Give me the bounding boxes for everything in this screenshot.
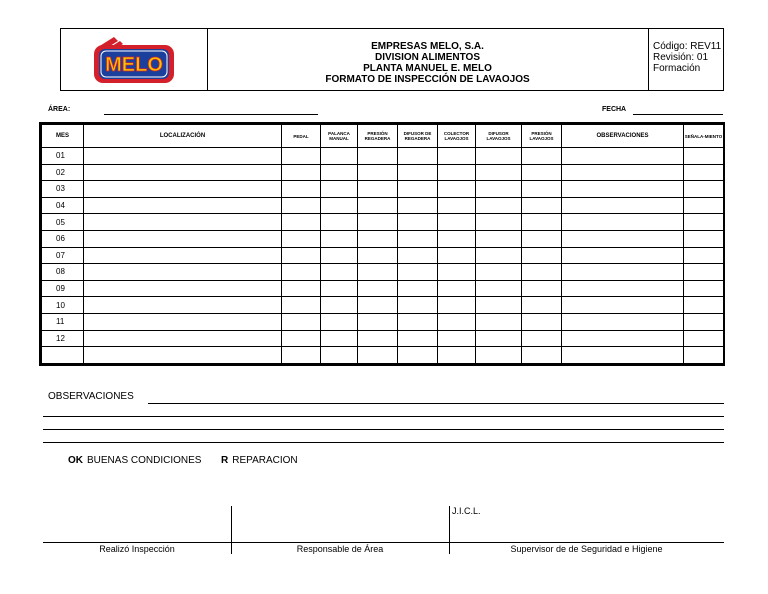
table-cell[interactable] — [358, 347, 398, 364]
month-cell[interactable]: 01 — [42, 148, 84, 165]
table-cell[interactable] — [84, 181, 282, 198]
signature-line[interactable] — [43, 542, 724, 543]
table-cell[interactable] — [522, 264, 562, 281]
table-row — [42, 297, 724, 314]
fecha-label: FECHA — [602, 106, 627, 113]
plant-name: PLANTA MANUEL E. MELO — [363, 63, 492, 74]
table-cell[interactable] — [321, 330, 358, 347]
table-cell[interactable] — [438, 347, 476, 364]
col-header: DIFUSOR LAVAOJOS — [476, 125, 522, 148]
table-cell[interactable] — [398, 330, 438, 347]
form-title: FORMATO DE INSPECCIÓN DE LAVAOJOS — [325, 74, 530, 85]
table-cell[interactable] — [398, 214, 438, 231]
month-cell[interactable]: 03 — [42, 181, 84, 198]
table-cell[interactable] — [438, 280, 476, 297]
table-cell[interactable] — [358, 264, 398, 281]
table-cell[interactable] — [438, 230, 476, 247]
table-cell[interactable] — [84, 330, 282, 347]
table-cell[interactable] — [522, 330, 562, 347]
table-cell[interactable] — [282, 214, 321, 231]
table-cell[interactable] — [522, 280, 562, 297]
table-cell[interactable] — [476, 280, 522, 297]
table-cell[interactable] — [358, 230, 398, 247]
table-cell[interactable] — [358, 164, 398, 181]
table-cell[interactable] — [84, 313, 282, 330]
month-cell[interactable]: 05 — [42, 214, 84, 231]
table-row — [42, 313, 724, 330]
doc-revision: Revisión: 01 — [653, 52, 709, 63]
table-cell[interactable] — [282, 313, 321, 330]
table-cell[interactable] — [358, 297, 398, 314]
doc-code: Código: REV11 — [653, 41, 722, 52]
table-cell[interactable] — [398, 164, 438, 181]
table-cell[interactable] — [438, 214, 476, 231]
table-cell[interactable] — [684, 197, 724, 214]
table-cell[interactable] — [476, 330, 522, 347]
table-cell[interactable] — [562, 264, 684, 281]
table-cell[interactable] — [438, 313, 476, 330]
table-cell[interactable] — [282, 148, 321, 165]
col-header: COLECTOR LAVAOJOS — [438, 125, 476, 148]
col-header: PALANCA MANUAL — [321, 125, 358, 148]
table-row — [42, 197, 724, 214]
col-header: LOCALIZACIÓN — [84, 125, 282, 148]
doc-formation: Formación — [653, 63, 701, 74]
table-cell[interactable] — [684, 247, 724, 264]
table-cell[interactable] — [84, 247, 282, 264]
col-header: MES — [42, 125, 84, 148]
table-cell[interactable] — [562, 280, 684, 297]
table-cell[interactable] — [282, 347, 321, 364]
table-cell[interactable] — [358, 330, 398, 347]
table-cell[interactable] — [321, 148, 358, 165]
observaciones-label: OBSERVACIONES — [48, 391, 134, 402]
table-cell[interactable] — [438, 181, 476, 198]
title-block — [207, 29, 649, 90]
table-cell[interactable] — [321, 214, 358, 231]
table-cell[interactable] — [321, 230, 358, 247]
table-cell[interactable] — [282, 330, 321, 347]
supervisor-label: Supervisor de de Seguridad e Higiene — [510, 544, 663, 554]
table-cell[interactable] — [84, 280, 282, 297]
col-header: PRESIÓN REGADERA — [358, 125, 398, 148]
table-cell[interactable] — [562, 181, 684, 198]
table-cell[interactable] — [358, 197, 398, 214]
table-cell[interactable] — [84, 264, 282, 281]
table-cell[interactable] — [522, 347, 562, 364]
table-cell[interactable] — [684, 148, 724, 165]
table-row — [42, 330, 724, 347]
table-cell[interactable] — [398, 347, 438, 364]
table-cell[interactable] — [522, 214, 562, 231]
legend-r-code: R — [221, 455, 229, 466]
month-cell[interactable]: 10 — [42, 297, 84, 314]
table-row — [42, 247, 724, 264]
division-name: DIVISION ALIMENTOS — [374, 52, 480, 63]
table-cell[interactable] — [321, 347, 358, 364]
responsable-label: Responsable de Área — [296, 544, 384, 554]
fecha-field[interactable] — [633, 114, 723, 115]
col-header: OBSERVACIONES — [562, 125, 684, 148]
table-cell[interactable] — [321, 264, 358, 281]
table-cell[interactable] — [476, 214, 522, 231]
table-cell[interactable] — [358, 148, 398, 165]
realizo-label: Realizó Inspección — [99, 544, 175, 554]
table-cell[interactable] — [562, 347, 684, 364]
table-cell[interactable] — [684, 280, 724, 297]
doc-control — [649, 29, 723, 90]
table-cell[interactable] — [522, 164, 562, 181]
legend — [68, 455, 298, 466]
table-cell[interactable] — [476, 148, 522, 165]
table-cell[interactable] — [84, 230, 282, 247]
table-cell[interactable] — [684, 214, 724, 231]
logo-text: MELO — [105, 54, 163, 76]
table-cell[interactable] — [438, 164, 476, 181]
table-cell[interactable] — [684, 330, 724, 347]
table-cell[interactable] — [562, 247, 684, 264]
table-cell[interactable] — [282, 280, 321, 297]
table-cell[interactable] — [476, 297, 522, 314]
month-cell[interactable]: 09 — [42, 280, 84, 297]
table-cell[interactable] — [438, 264, 476, 281]
table-cell[interactable] — [476, 164, 522, 181]
table-row — [42, 230, 724, 247]
table-cell[interactable] — [358, 247, 398, 264]
legend-ok-code: OK — [68, 455, 83, 466]
table-cell[interactable] — [684, 313, 724, 330]
table-row — [42, 280, 724, 297]
table-cell[interactable] — [84, 164, 282, 181]
table-cell[interactable] — [684, 181, 724, 198]
table-cell[interactable] — [562, 313, 684, 330]
table-cell[interactable] — [282, 181, 321, 198]
table-cell[interactable] — [398, 230, 438, 247]
form-header — [60, 28, 724, 91]
table-cell[interactable] — [522, 297, 562, 314]
col-header: PRESIÓN LAVAOJOS — [522, 125, 562, 148]
col-header: SEÑALA-MIENTO — [684, 125, 724, 148]
table-cell[interactable] — [562, 148, 684, 165]
area-field[interactable] — [104, 114, 318, 115]
month-cell[interactable]: 12 — [42, 330, 84, 347]
table-cell[interactable] — [321, 164, 358, 181]
table-cell[interactable] — [398, 313, 438, 330]
table-cell[interactable] — [358, 313, 398, 330]
observaciones-line-4[interactable] — [43, 442, 724, 443]
table-cell[interactable] — [476, 247, 522, 264]
table-cell[interactable] — [84, 197, 282, 214]
col-header: DIFUSOR DE REGADERA — [398, 125, 438, 148]
table-cell[interactable] — [321, 280, 358, 297]
table-cell[interactable] — [684, 297, 724, 314]
table-cell[interactable] — [282, 297, 321, 314]
observaciones-line-1[interactable] — [148, 403, 724, 404]
table-cell[interactable] — [522, 247, 562, 264]
table-cell[interactable] — [476, 230, 522, 247]
table-cell[interactable] — [522, 148, 562, 165]
month-cell[interactable]: 06 — [42, 230, 84, 247]
table-cell[interactable] — [84, 214, 282, 231]
table-cell[interactable] — [438, 148, 476, 165]
table-cell[interactable] — [398, 297, 438, 314]
table-cell[interactable] — [358, 214, 398, 231]
table-cell[interactable] — [562, 230, 684, 247]
logo-cell — [61, 29, 208, 90]
table-header-row — [42, 125, 724, 148]
table-row — [42, 347, 724, 364]
legend-ok-text: BUENAS CONDICIONES — [87, 455, 202, 466]
table-cell[interactable] — [321, 313, 358, 330]
table-cell[interactable] — [321, 247, 358, 264]
melo-logo — [92, 35, 176, 85]
table-cell[interactable] — [476, 313, 522, 330]
table-cell[interactable] — [476, 347, 522, 364]
month-cell[interactable]: 11 — [42, 313, 84, 330]
month-cell[interactable]: 04 — [42, 197, 84, 214]
table-cell[interactable] — [522, 313, 562, 330]
table-cell[interactable] — [282, 164, 321, 181]
table-cell[interactable] — [562, 330, 684, 347]
legend-r-text: REPARACION — [232, 455, 298, 466]
month-cell[interactable]: 08 — [42, 264, 84, 281]
table-row — [42, 214, 724, 231]
table-cell[interactable] — [562, 214, 684, 231]
table-row — [42, 148, 724, 165]
table-cell[interactable] — [321, 297, 358, 314]
table-cell[interactable] — [684, 164, 724, 181]
table-cell[interactable] — [398, 264, 438, 281]
table-cell[interactable] — [282, 197, 321, 214]
month-cell[interactable]: 07 — [42, 247, 84, 264]
table-cell[interactable] — [684, 264, 724, 281]
table-cell[interactable] — [282, 264, 321, 281]
table-cell[interactable] — [476, 181, 522, 198]
table-cell[interactable] — [562, 164, 684, 181]
company-name: EMPRESAS MELO, S.A. — [371, 41, 484, 52]
table-cell[interactable] — [398, 148, 438, 165]
table-cell[interactable] — [562, 197, 684, 214]
table-cell[interactable] — [84, 297, 282, 314]
table-cell[interactable] — [398, 247, 438, 264]
table-cell[interactable] — [438, 247, 476, 264]
table-cell[interactable] — [358, 280, 398, 297]
table-row — [42, 181, 724, 198]
table-cell[interactable] — [398, 197, 438, 214]
table-cell[interactable] — [522, 197, 562, 214]
table-cell[interactable] — [321, 181, 358, 198]
inspector-initials: J.I.C.L. — [452, 506, 481, 516]
month-cell[interactable] — [42, 347, 84, 364]
area-label: ÁREA: — [48, 106, 71, 113]
table-cell[interactable] — [398, 280, 438, 297]
table-cell[interactable] — [684, 347, 724, 364]
observaciones-line-3[interactable] — [43, 429, 724, 430]
table-cell[interactable] — [476, 197, 522, 214]
table-cell[interactable] — [438, 330, 476, 347]
table-cell[interactable] — [522, 230, 562, 247]
table-cell[interactable] — [562, 297, 684, 314]
table-cell[interactable] — [522, 181, 562, 198]
table-cell[interactable] — [321, 197, 358, 214]
col-header: PEDAL — [282, 125, 321, 148]
table-cell[interactable] — [84, 347, 282, 364]
table-cell[interactable] — [684, 230, 724, 247]
table-cell[interactable] — [438, 197, 476, 214]
table-cell[interactable] — [476, 264, 522, 281]
table-cell[interactable] — [84, 148, 282, 165]
observaciones-line-2[interactable] — [43, 416, 724, 417]
table-cell[interactable] — [282, 230, 321, 247]
month-cell[interactable]: 02 — [42, 164, 84, 181]
table-row — [42, 264, 724, 281]
table-cell[interactable] — [358, 181, 398, 198]
table-cell[interactable] — [438, 297, 476, 314]
table-cell[interactable] — [398, 181, 438, 198]
inspection-table — [41, 124, 724, 364]
table-row — [42, 164, 724, 181]
table-cell[interactable] — [282, 247, 321, 264]
